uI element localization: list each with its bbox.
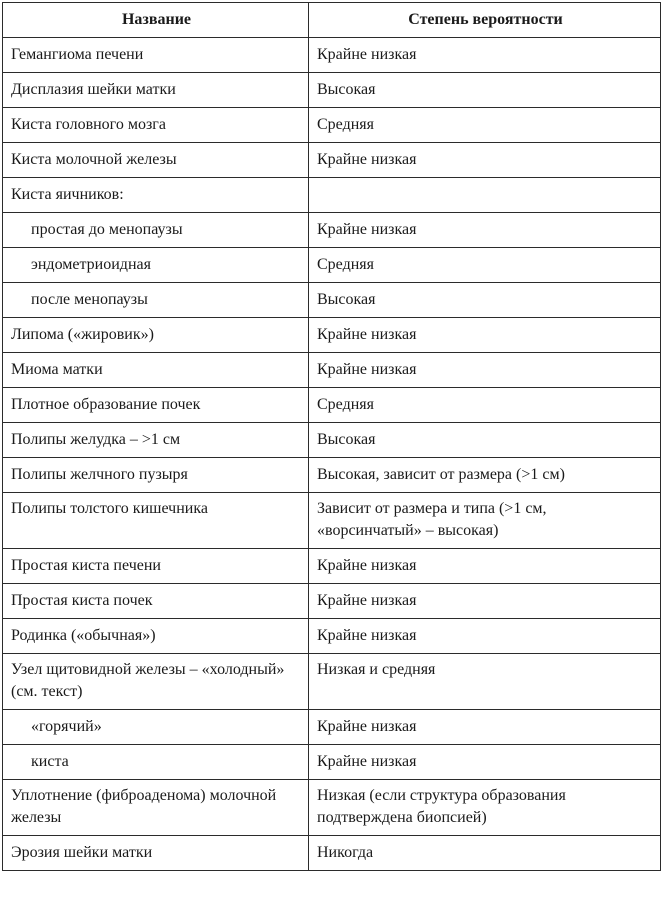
table-row (3, 388, 661, 423)
cell-degree: Крайне низкая (309, 710, 661, 745)
table-row (3, 73, 661, 108)
cell-name: Родинка («обычная») (3, 619, 309, 654)
cell-name: Полипы толстого кишечника (3, 493, 309, 549)
cell-name: Гемангиома печени (3, 38, 309, 73)
cell-name: Дисплазия шейки матки (3, 73, 309, 108)
table-header-row (3, 3, 661, 38)
cell-name: Узел щитовидной железы – «холодный» (см. текст) (3, 654, 309, 710)
cell-degree: Средняя (309, 108, 661, 143)
table-row (3, 549, 661, 584)
cell-name: Миома матки (3, 353, 309, 388)
cell-name: эндометриоидная (3, 248, 309, 283)
cell-degree: Высокая, зависит от размера (>1 см) (309, 458, 661, 493)
table-row (3, 458, 661, 493)
cell-name: Киста яичников: (3, 178, 309, 213)
probability-table (2, 2, 661, 871)
cell-name: Липома («жировик») (3, 318, 309, 353)
cell-degree: Крайне низкая (309, 619, 661, 654)
table-row (3, 780, 661, 836)
cell-name: после менопаузы (3, 283, 309, 318)
cell-name: Плотное образование почек (3, 388, 309, 423)
table-row (3, 248, 661, 283)
cell-degree: Зависит от размера и типа (>1 см, «ворсинчатый» – высокая) (309, 493, 661, 549)
table-row (3, 423, 661, 458)
cell-degree: Низкая (если структура образования подтверждена биопсией) (309, 780, 661, 836)
cell-name: «горячий» (3, 710, 309, 745)
table-row (3, 584, 661, 619)
cell-degree: Высокая (309, 283, 661, 318)
cell-name: Киста головного мозга (3, 108, 309, 143)
table-row (3, 619, 661, 654)
cell-degree: Крайне низкая (309, 584, 661, 619)
table-row (3, 654, 661, 710)
cell-name: киста (3, 745, 309, 780)
table-row (3, 836, 661, 871)
cell-degree: Крайне низкая (309, 549, 661, 584)
cell-degree: Крайне низкая (309, 38, 661, 73)
cell-degree: Средняя (309, 388, 661, 423)
header-degree: Степень вероятности (309, 3, 661, 38)
cell-name: простая до менопаузы (3, 213, 309, 248)
cell-degree: Крайне низкая (309, 143, 661, 178)
table-row (3, 178, 661, 213)
table-row (3, 143, 661, 178)
cell-name: Киста молочной железы (3, 143, 309, 178)
table-row (3, 283, 661, 318)
cell-degree: Высокая (309, 73, 661, 108)
cell-degree: Крайне низкая (309, 745, 661, 780)
cell-name: Простая киста печени (3, 549, 309, 584)
cell-degree (309, 178, 661, 213)
table-row (3, 493, 661, 549)
cell-name: Простая киста почек (3, 584, 309, 619)
table-row (3, 710, 661, 745)
cell-degree: Средняя (309, 248, 661, 283)
cell-degree: Крайне низкая (309, 318, 661, 353)
cell-degree: Никогда (309, 836, 661, 871)
table-row (3, 353, 661, 388)
cell-degree: Высокая (309, 423, 661, 458)
cell-name: Уплотнение (фиброаденома) молочной железы (3, 780, 309, 836)
cell-name: Полипы желудка – >1 см (3, 423, 309, 458)
cell-degree: Крайне низкая (309, 353, 661, 388)
table-row (3, 318, 661, 353)
table-row (3, 108, 661, 143)
table-row (3, 745, 661, 780)
cell-degree: Крайне низкая (309, 213, 661, 248)
cell-name: Эрозия шейки матки (3, 836, 309, 871)
table-row (3, 38, 661, 73)
table-row (3, 213, 661, 248)
cell-name: Полипы желчного пузыря (3, 458, 309, 493)
cell-degree: Низкая и средняя (309, 654, 661, 710)
header-name: Название (3, 3, 309, 38)
